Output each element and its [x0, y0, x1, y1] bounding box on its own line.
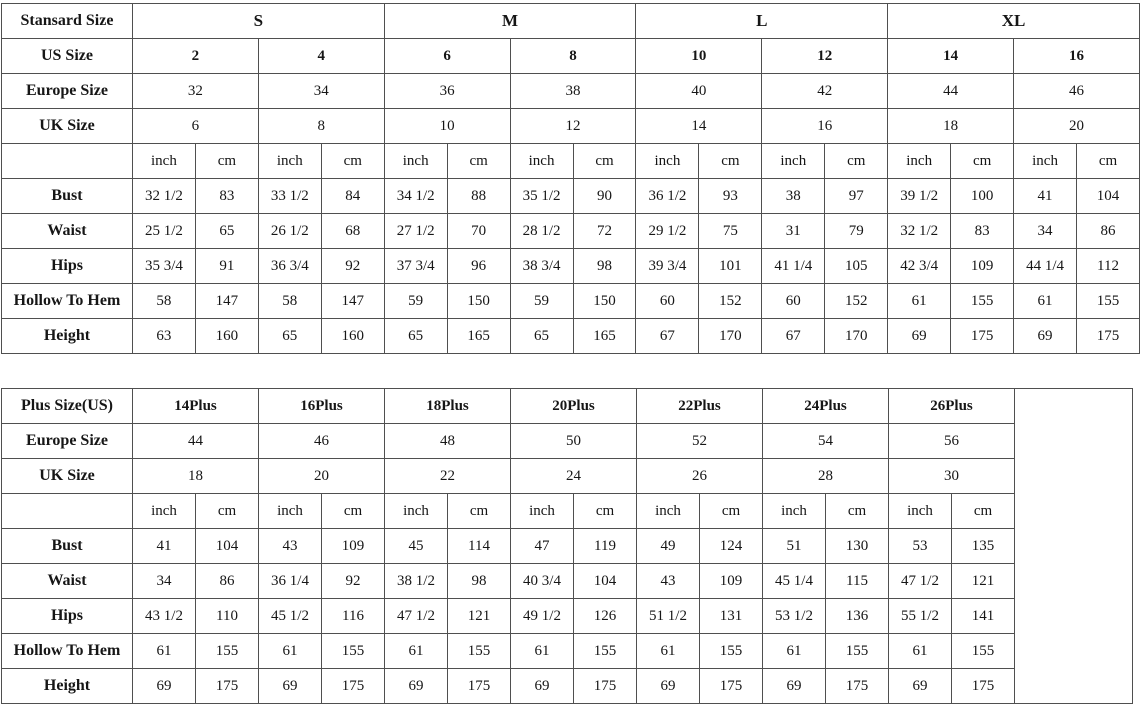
unit-inch-label: inch: [510, 144, 573, 179]
unit-inch-label: inch: [132, 144, 195, 179]
measurement-value: 61: [385, 634, 448, 669]
measurement-value: 136: [826, 599, 889, 634]
europe-size-value: 50: [511, 424, 637, 459]
measurement-value: 39 3/4: [636, 249, 699, 284]
measurement-value: 69: [1014, 319, 1077, 354]
unit-cm-label: cm: [196, 494, 259, 529]
measurement-value: 175: [951, 319, 1014, 354]
measurement-value: 175: [826, 669, 889, 704]
measurement-value: 100: [951, 179, 1014, 214]
measurement-value: 165: [573, 319, 636, 354]
uk-size-value: 14: [636, 109, 762, 144]
measurement-value: 65: [384, 319, 447, 354]
unit-cm-label: cm: [952, 494, 1015, 529]
measurement-value: 59: [384, 284, 447, 319]
measurement-value: 150: [573, 284, 636, 319]
measurement-value: 47 1/2: [385, 599, 448, 634]
measurement-value: 59: [510, 284, 573, 319]
measurement-row-label: Hollow To Hem: [2, 634, 133, 669]
measurement-value: 93: [699, 179, 762, 214]
measurement-value: 112: [1077, 249, 1140, 284]
measurement-row-label: Bust: [2, 529, 133, 564]
measurement-value: 126: [574, 599, 637, 634]
europe-size-value: 34: [258, 74, 384, 109]
measurement-value: 175: [448, 669, 511, 704]
us-size-value: 14: [888, 39, 1014, 74]
unit-cm-label: cm: [1077, 144, 1140, 179]
measurement-value: 141: [952, 599, 1015, 634]
us-size-value: 6: [384, 39, 510, 74]
measurement-value: 96: [447, 249, 510, 284]
measurement-value: 26 1/2: [258, 214, 321, 249]
measurement-value: 152: [699, 284, 762, 319]
measurement-value: 150: [447, 284, 510, 319]
measurement-value: 47: [511, 529, 574, 564]
us-size-value: 4: [258, 39, 384, 74]
size-header: 18Plus: [385, 389, 511, 424]
size-header: L: [636, 4, 888, 39]
measurement-value: 38: [762, 179, 825, 214]
measurement-value: 45 1/4: [763, 564, 826, 599]
unit-inch-label: inch: [259, 494, 322, 529]
unit-inch-label: inch: [258, 144, 321, 179]
measurement-value: 63: [132, 319, 195, 354]
measurement-value: 69: [889, 669, 952, 704]
measurement-value: 92: [322, 564, 385, 599]
measurement-value: 39 1/2: [888, 179, 951, 214]
measurement-value: 155: [700, 634, 763, 669]
measurement-value: 61: [259, 634, 322, 669]
measurement-value: 58: [132, 284, 195, 319]
measurement-value: 38 3/4: [510, 249, 573, 284]
measurement-value: 155: [826, 634, 889, 669]
measurement-value: 84: [321, 179, 384, 214]
measurement-value: 109: [700, 564, 763, 599]
standard-size-table: [1, 3, 1140, 354]
measurement-value: 29 1/2: [636, 214, 699, 249]
measurement-row-label: Waist: [2, 214, 133, 249]
measurement-value: 124: [700, 529, 763, 564]
measurement-value: 70: [447, 214, 510, 249]
measurement-value: 43: [637, 564, 700, 599]
measurement-row-label: Hips: [2, 249, 133, 284]
measurement-value: 160: [321, 319, 384, 354]
measurement-value: 60: [762, 284, 825, 319]
uk-size-value: 24: [511, 459, 637, 494]
measurement-value: 175: [196, 669, 259, 704]
europe-size-value: 38: [510, 74, 636, 109]
measurement-value: 170: [699, 319, 762, 354]
unit-cm-label: cm: [825, 144, 888, 179]
uk-size-value: 26: [637, 459, 763, 494]
standard-size-corner-label: Stansard Size: [2, 4, 133, 39]
unit-cm-label: cm: [321, 144, 384, 179]
measurement-value: 28 1/2: [510, 214, 573, 249]
measurement-value: 121: [952, 564, 1015, 599]
measurement-value: 53 1/2: [763, 599, 826, 634]
uk-size-value: 20: [1014, 109, 1140, 144]
measurement-value: 86: [1077, 214, 1140, 249]
us-size-value: 16: [1014, 39, 1140, 74]
measurement-value: 51: [763, 529, 826, 564]
unit-inch-label: inch: [763, 494, 826, 529]
size-header: M: [384, 4, 636, 39]
measurement-value: 65: [195, 214, 258, 249]
unit-cm-label: cm: [699, 144, 762, 179]
uk-size-row-label: UK Size: [2, 459, 133, 494]
measurement-value: 83: [951, 214, 1014, 249]
measurement-value: 86: [196, 564, 259, 599]
measurement-value: 34: [1014, 214, 1077, 249]
unit-cm-label: cm: [951, 144, 1014, 179]
uk-size-value: 20: [259, 459, 385, 494]
measurement-value: 110: [196, 599, 259, 634]
measurement-value: 45: [385, 529, 448, 564]
uk-size-value: 28: [763, 459, 889, 494]
measurement-value: 27 1/2: [384, 214, 447, 249]
measurement-value: 41: [1014, 179, 1077, 214]
measurement-value: 69: [133, 669, 196, 704]
europe-size-value: 54: [763, 424, 889, 459]
unit-inch-label: inch: [888, 144, 951, 179]
plus-size-corner-label: Plus Size(US): [2, 389, 133, 424]
europe-size-value: 32: [132, 74, 258, 109]
empty-side-column: [1015, 389, 1133, 704]
measurement-value: 91: [195, 249, 258, 284]
unit-cm-label: cm: [573, 144, 636, 179]
measurement-value: 69: [763, 669, 826, 704]
measurement-value: 101: [699, 249, 762, 284]
measurement-value: 155: [322, 634, 385, 669]
measurement-value: 155: [951, 284, 1014, 319]
europe-size-value: 44: [888, 74, 1014, 109]
measurement-value: 152: [825, 284, 888, 319]
measurement-value: 41: [133, 529, 196, 564]
uk-size-value: 30: [889, 459, 1015, 494]
measurement-value: 61: [763, 634, 826, 669]
measurement-value: 37 3/4: [384, 249, 447, 284]
unit-cm-label: cm: [826, 494, 889, 529]
measurement-value: 36 1/2: [636, 179, 699, 214]
measurement-value: 32 1/2: [132, 179, 195, 214]
measurement-value: 51 1/2: [637, 599, 700, 634]
europe-size-value: 56: [889, 424, 1015, 459]
measurement-value: 88: [447, 179, 510, 214]
unit-inch-label: inch: [637, 494, 700, 529]
measurement-value: 104: [574, 564, 637, 599]
measurement-value: 131: [700, 599, 763, 634]
measurement-value: 61: [133, 634, 196, 669]
measurement-value: 61: [511, 634, 574, 669]
unit-inch-label: inch: [889, 494, 952, 529]
europe-size-value: 52: [637, 424, 763, 459]
measurement-value: 130: [826, 529, 889, 564]
unit-inch-label: inch: [385, 494, 448, 529]
unit-inch-label: inch: [762, 144, 825, 179]
size-header: 14Plus: [133, 389, 259, 424]
measurement-value: 90: [573, 179, 636, 214]
measurement-value: 175: [322, 669, 385, 704]
measurement-value: 155: [196, 634, 259, 669]
measurement-value: 92: [321, 249, 384, 284]
measurement-value: 69: [259, 669, 322, 704]
unit-inch-label: inch: [1014, 144, 1077, 179]
us-size-value: 2: [132, 39, 258, 74]
europe-size-value: 42: [762, 74, 888, 109]
measurement-value: 109: [322, 529, 385, 564]
measurement-value: 31: [762, 214, 825, 249]
measurement-value: 155: [448, 634, 511, 669]
measurement-value: 42 3/4: [888, 249, 951, 284]
size-header: 22Plus: [637, 389, 763, 424]
measurement-value: 32 1/2: [888, 214, 951, 249]
measurement-value: 55 1/2: [889, 599, 952, 634]
measurement-value: 36 1/4: [259, 564, 322, 599]
europe-size-row-label: Europe Size: [2, 424, 133, 459]
measurement-value: 43: [259, 529, 322, 564]
measurement-value: 65: [510, 319, 573, 354]
unit-cm-label: cm: [448, 494, 511, 529]
unit-inch-label: inch: [636, 144, 699, 179]
measurement-value: 116: [322, 599, 385, 634]
uk-size-value: 16: [762, 109, 888, 144]
unit-cm-label: cm: [195, 144, 258, 179]
uk-size-value: 18: [888, 109, 1014, 144]
measurement-value: 175: [952, 669, 1015, 704]
measurement-value: 114: [448, 529, 511, 564]
measurement-value: 175: [1077, 319, 1140, 354]
size-header: 20Plus: [511, 389, 637, 424]
us-size-value: 12: [762, 39, 888, 74]
uk-size-row-label: UK Size: [2, 109, 133, 144]
measurement-value: 147: [321, 284, 384, 319]
uk-size-value: 12: [510, 109, 636, 144]
measurement-value: 104: [196, 529, 259, 564]
measurement-value: 45 1/2: [259, 599, 322, 634]
measurement-value: 165: [447, 319, 510, 354]
unit-inch-label: inch: [511, 494, 574, 529]
us-size-value: 8: [510, 39, 636, 74]
unit-cm-label: cm: [447, 144, 510, 179]
uk-size-value: 18: [133, 459, 259, 494]
measurement-value: 67: [762, 319, 825, 354]
plus-size-table: [1, 388, 1133, 704]
blank-corner-cell: [2, 144, 133, 179]
measurement-value: 35 3/4: [132, 249, 195, 284]
measurement-value: 36 3/4: [258, 249, 321, 284]
measurement-row-label: Hips: [2, 599, 133, 634]
unit-cm-label: cm: [574, 494, 637, 529]
measurement-row-label: Height: [2, 669, 133, 704]
measurement-value: 135: [952, 529, 1015, 564]
size-header: 26Plus: [889, 389, 1015, 424]
unit-cm-label: cm: [322, 494, 385, 529]
europe-size-value: 46: [259, 424, 385, 459]
measurement-value: 75: [699, 214, 762, 249]
uk-size-value: 8: [258, 109, 384, 144]
measurement-value: 105: [825, 249, 888, 284]
measurement-value: 175: [574, 669, 637, 704]
measurement-value: 61: [888, 284, 951, 319]
measurement-value: 69: [385, 669, 448, 704]
measurement-value: 170: [825, 319, 888, 354]
measurement-value: 43 1/2: [133, 599, 196, 634]
europe-size-value: 40: [636, 74, 762, 109]
measurement-value: 44 1/4: [1014, 249, 1077, 284]
measurement-value: 33 1/2: [258, 179, 321, 214]
measurement-value: 61: [889, 634, 952, 669]
measurement-row-label: Waist: [2, 564, 133, 599]
europe-size-value: 46: [1014, 74, 1140, 109]
measurement-value: 121: [448, 599, 511, 634]
measurement-value: 61: [1014, 284, 1077, 319]
measurement-value: 160: [195, 319, 258, 354]
measurement-value: 79: [825, 214, 888, 249]
europe-size-value: 36: [384, 74, 510, 109]
measurement-value: 155: [952, 634, 1015, 669]
unit-inch-label: inch: [384, 144, 447, 179]
measurement-value: 41 1/4: [762, 249, 825, 284]
measurement-value: 119: [574, 529, 637, 564]
measurement-value: 61: [637, 634, 700, 669]
uk-size-value: 10: [384, 109, 510, 144]
measurement-value: 47 1/2: [889, 564, 952, 599]
measurement-value: 72: [573, 214, 636, 249]
blank-corner-cell: [2, 494, 133, 529]
measurement-value: 109: [951, 249, 1014, 284]
measurement-value: 25 1/2: [132, 214, 195, 249]
measurement-value: 69: [511, 669, 574, 704]
measurement-value: 147: [195, 284, 258, 319]
measurement-value: 98: [573, 249, 636, 284]
measurement-value: 60: [636, 284, 699, 319]
unit-cm-label: cm: [700, 494, 763, 529]
measurement-value: 104: [1077, 179, 1140, 214]
us-size-row-label: US Size: [2, 39, 133, 74]
europe-size-row-label: Europe Size: [2, 74, 133, 109]
measurement-value: 35 1/2: [510, 179, 573, 214]
uk-size-value: 6: [132, 109, 258, 144]
measurement-value: 58: [258, 284, 321, 319]
measurement-value: 34 1/2: [384, 179, 447, 214]
measurement-value: 68: [321, 214, 384, 249]
measurement-value: 49 1/2: [511, 599, 574, 634]
size-header: S: [132, 4, 384, 39]
europe-size-value: 44: [133, 424, 259, 459]
measurement-value: 53: [889, 529, 952, 564]
measurement-value: 155: [574, 634, 637, 669]
measurement-value: 69: [888, 319, 951, 354]
measurement-value: 83: [195, 179, 258, 214]
europe-size-value: 48: [385, 424, 511, 459]
measurement-row-label: Height: [2, 319, 133, 354]
measurement-value: 115: [826, 564, 889, 599]
measurement-row-label: Bust: [2, 179, 133, 214]
size-header: XL: [888, 4, 1140, 39]
measurement-value: 69: [637, 669, 700, 704]
measurement-value: 97: [825, 179, 888, 214]
measurement-value: 155: [1077, 284, 1140, 319]
us-size-value: 10: [636, 39, 762, 74]
measurement-value: 40 3/4: [511, 564, 574, 599]
measurement-value: 175: [700, 669, 763, 704]
measurement-value: 65: [258, 319, 321, 354]
size-header: 24Plus: [763, 389, 889, 424]
measurement-value: 38 1/2: [385, 564, 448, 599]
measurement-value: 67: [636, 319, 699, 354]
measurement-row-label: Hollow To Hem: [2, 284, 133, 319]
measurement-value: 49: [637, 529, 700, 564]
measurement-value: 34: [133, 564, 196, 599]
unit-inch-label: inch: [133, 494, 196, 529]
size-header: 16Plus: [259, 389, 385, 424]
measurement-value: 98: [448, 564, 511, 599]
uk-size-value: 22: [385, 459, 511, 494]
